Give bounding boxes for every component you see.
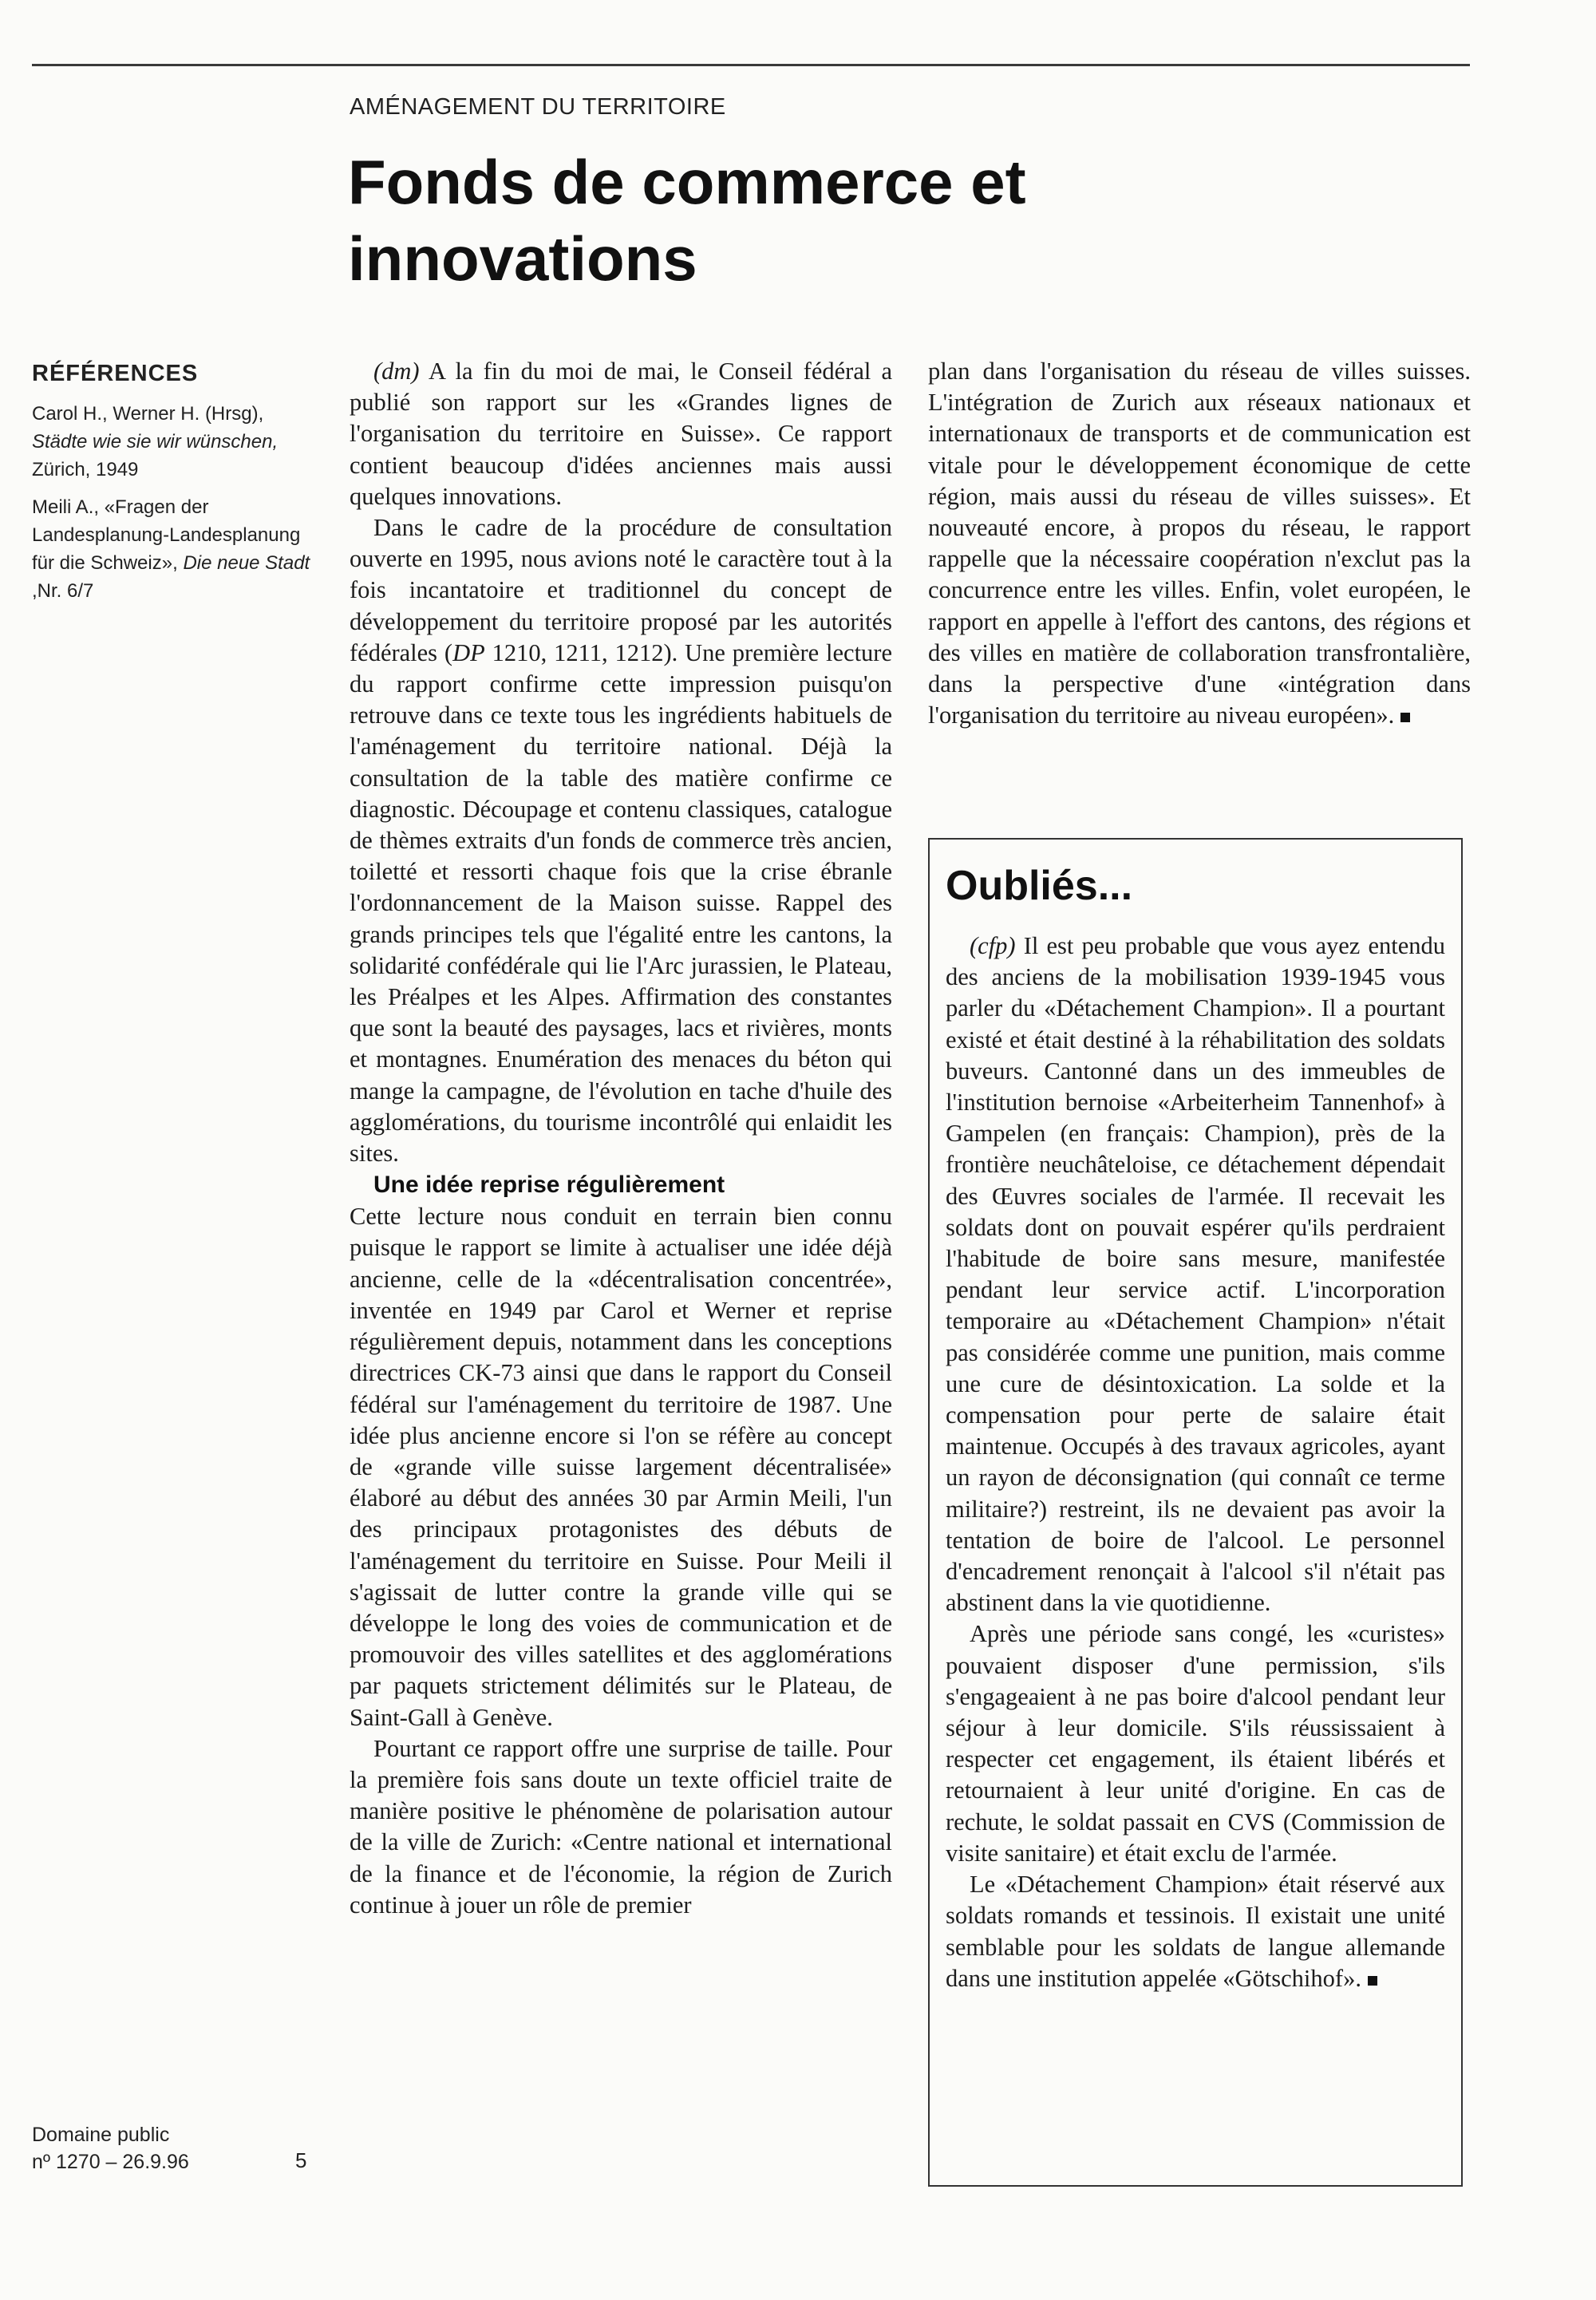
reference-entry <box>32 400 319 484</box>
sidebar-box-body <box>946 931 1445 1994</box>
article-paragraph: (dm) A la fin du moi de mai, le Conseil fédéral a publié son rapport sur les «Grandes lignes de l'organisation du territoire en Suisse». Ce rapport contient beaucoup d'idées anciennes mais aussi quelques innovations. <box>350 358 892 510</box>
author-initials: (cfp) <box>970 932 1016 959</box>
article-column-1 <box>350 356 892 2207</box>
footer-publication: Domaine public <box>32 2124 170 2146</box>
reference-author: Carol H., Werner H. (Hrsg), <box>32 403 264 425</box>
reference-work: Die neue Stadt <box>183 552 310 574</box>
article-paragraph: Pourtant ce rapport offre une surprise de taille. Pour la première fois sans doute un texte officiel traite de manière positive le phénomène de polarisation autour de la ville de Zurich: «Centre national et international de la finance et de l'économie, la région de Zurich continue à jouer un rôle de premier <box>350 1734 892 1919</box>
sidebar-paragraph: Après une période sans congé, les «curistes» pouvaient disposer d'une permission, s'ils s'engageaient à ne pas boire d'alcool pendant leur séjour à leur domicile. S'ils réussissaient à respecter cet engagement, ils étaient libérés et retournaient à leur unité d'origine. En cas de rechute, le soldat passait en CVS (Commission de visite sanitaire) et était exclu de l'armée. <box>946 1620 1445 1867</box>
article-subheading: Une idée reprise régulièrement <box>373 1172 725 1199</box>
section-label: AMÉNAGEMENT DU TERRITOIRE <box>350 94 726 120</box>
article-title: Fonds de commerce et innovations <box>348 147 1026 294</box>
article-paragraph: plan dans l'organisation du réseau de villes suisses. L'intégration de Zurich aux réseaux nationaux et internationaux de transports et de communication est vitale pour le développement économique de cette région, mais aussi du réseau de villes suisses». Et nouveauté encore, à propos du réseau, le rapport rappelle que la nécessaire coopération n'exclut pas la concurrence entre les villes. Enfin, volet européen, le rapport en appelle à l'effort des cantons, des régions et des villes en matière de collaboration transfrontalière, dans la perspective d'une «intégration dans l'organisation du territoire au niveau européen». <box>928 358 1471 729</box>
article-paragraph: Dans le cadre de la procédure de consultation ouverte en 1995, nous avions noté le caractère tout à la fois incantatoire et traditionnel du concept de développement du territoire proposé par les autorités fédérales (DP 1210, 1211, 1212). Une première lecture du rapport confirme cette impression puisqu'on retrouve dans ce texte tous les ingrédients habituels de l'aménagement du territoire national. Déjà la consultation de la table des matière confirme ce diagnostic. Découpage et contenu classiques, catalogue de thèmes extraits d'un fonds de commerce très ancien, toiletté et ressorti chaque fois que la crise ébranle l'ordonnancement de la Maison suisse. Rappel des grands principes tels que l'égalité entre les cantons, la solidarité confédérale qui lie l'Arc jurassien, le Plateau, les Préalpes et les Alpes. Affirmation des constantes que sont la beauté des paysages, lacs et rivières, monts et montagnes. Enumération des menaces du béton qui mange la campagne, de l'évolution en tache d'huile des agglomérations, du tourisme incontrôlé qui enlaidit les sites. <box>350 514 892 1168</box>
author-initials: (dm) <box>373 358 420 385</box>
article-paragraph: Cette lecture nous conduit en terrain bien connu puisque le rapport se limite à actualiser une idée déjà ancienne, celle de la «décentralisation concentrée», inventée en 1949 par Carol et Werner et reprise régulièrement depuis, notamment dans les conceptions directrices CK-73 ainsi que dans le rapport du Conseil fédéral sur l'aménagement du territoire de 1987. Une idée plus ancienne encore si l'on se réfère au concept de «grande ville suisse largement décentralisée» élaboré au début des années 30 par Armin Meili, l'un des principaux protagonistes des débuts de l'aménagement du territoire en Suisse. Pour Meili il s'agissait de lutter contre la grande ville qui se développe le long des voies de communication et de promouvoir des villes satellites et des agglomérations par paquets strictement délimités sur le Plateau, de Saint-Gall à Genève. <box>350 1203 892 1731</box>
reference-author: Meili A., «Fragen der Landesplanung-Landesplanung für die Schweiz», <box>32 496 301 574</box>
sidebar-box <box>928 838 1463 2187</box>
publication-abbrev: DP <box>452 638 485 666</box>
sidebar-box-title: Oubliés... <box>946 863 1133 909</box>
footer-issue: nº 1270 – 26.9.96 <box>32 2151 189 2173</box>
footer <box>32 2121 189 2176</box>
top-rule <box>32 64 1470 66</box>
sidebar-paragraph: Le «Détachement Champion» était réservé aux soldats romands et tessinois. Il existait une unité semblable pour les soldats de langue allemande dans une institution appelée «Götschihof». <box>946 1871 1445 1992</box>
end-of-article-mark <box>1368 1976 1377 1986</box>
page-number: 5 <box>295 2148 307 2172</box>
references-sidebar <box>32 361 319 615</box>
reference-tail: Zürich, 1949 <box>32 459 139 480</box>
end-of-article-mark <box>1400 713 1410 722</box>
reference-work: Städte wie sie wir wünschen, <box>32 431 279 452</box>
reference-entry <box>32 493 319 605</box>
sidebar-paragraph: (cfp) Il est peu probable que vous ayez entendu des anciens de la mobilisation 1939-1945 vous parler du «Détachement Champion». Il a pourtant existé et était destiné à la réhabilitation des soldats buveurs. Cantonné dans un des immeubles de l'institution bernoise «Arbeiterheim Tannenhof» à Gampelen (en français: Champion), près de la frontière neuchâteloise, ce détachement dépendait des Œuvres sociales de l'armée. Il recevait les soldats dont on pouvait espérer qu'ils perdraient l'habitude de boire sans mesure, manifestée pendant leur service actif. L'incorporation temporaire au «Détachement Champion» n'était pas considérée comme une punition, mais comme une cure de désintoxication. La solde et la compensation pour perte de salaire était maintenue. Occupés à des travaux agricoles, ayant un rayon de déconsignation (qui connaît ce terme militaire?) restreint, ils ne devaient pas avoir la tentation de boire de l'alcool. Le personnel d'encadrement renonçait à l'alcool s'il n'était pas abstinent dans la vie quotidienne. <box>946 932 1445 1617</box>
references-title: RÉFÉRENCES <box>32 361 199 386</box>
article-column-2 <box>928 356 1471 731</box>
reference-tail: ,Nr. 6/7 <box>32 580 94 602</box>
